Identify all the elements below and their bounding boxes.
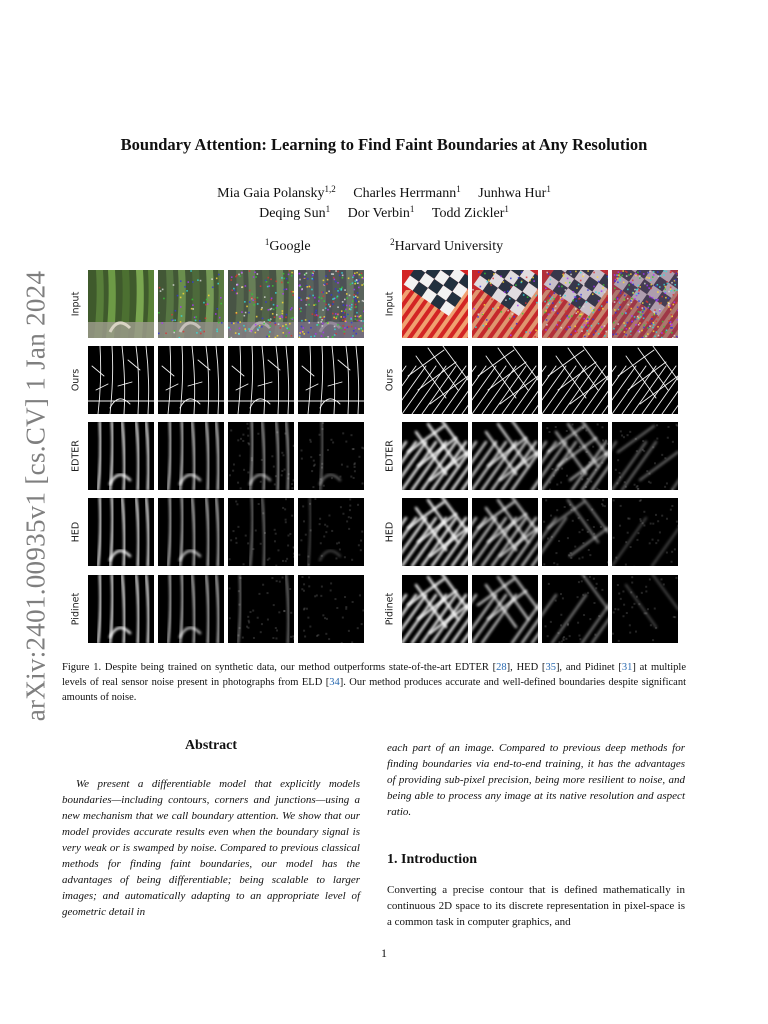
- figure-tile-hed-3: [542, 498, 608, 566]
- figure-tile-pidinet-1: [402, 575, 468, 643]
- abstract-text-continued: each part of an image. Compared to previous deep methods for finding boundaries via end-to-end training, it has the advantages of providing sub-pixel precision, being more resilient to noise, and being able to process any image at its native resolution and aspect ratio.: [387, 742, 685, 818]
- row-label-text: HED: [70, 521, 82, 543]
- row-label-ours: [66, 346, 86, 414]
- figure-panel-plant: [66, 270, 366, 645]
- affiliation-google: $^1$Google: [264, 237, 311, 254]
- author: Todd Zickler$^1$: [431, 204, 509, 221]
- author-row-1: [0, 184, 768, 204]
- row-label-pidinet: [380, 575, 400, 643]
- author-row-2: [0, 204, 768, 224]
- figure-tile-input-4: [298, 270, 364, 338]
- author: Charles Herrmann$^1$: [353, 184, 461, 201]
- row-label-input: [380, 270, 400, 338]
- figure-tile-hed-3: [228, 498, 294, 566]
- row-label-hed: [66, 498, 86, 566]
- left-column: [62, 738, 360, 920]
- row-label-text: Input: [384, 291, 396, 317]
- figure-tile-pidinet-2: [158, 575, 224, 643]
- figure-tile-pidinet-3: [228, 575, 294, 643]
- figure-tile-pidinet-4: [612, 575, 678, 643]
- figure-tile-ours-2: [158, 346, 224, 414]
- citation-eld[interactable]: 34: [329, 677, 340, 688]
- figure-tile-hed-1: [402, 498, 468, 566]
- figure-tile-hed-4: [298, 498, 364, 566]
- figure-tile-ours-4: [612, 346, 678, 414]
- row-label-edter: [380, 422, 400, 490]
- figure-tile-ours-2: [472, 346, 538, 414]
- figure-tile-pidinet-4: [298, 575, 364, 643]
- abstract-text: We present a differentiable model that explicitly models boundaries—including contours, corners and junctions—using a new mechanism that we call boundary attention. We show that our model provides accurate results even when the boundary signal is very weak or is swamped by noise. Compared to previous classical methods for finding faint boundaries, our model has the advantages of being differentiable; being scalable to larger images; and automatically adapting to an appropriate level of geometric detail in: [62, 778, 360, 918]
- citation-hed[interactable]: 35: [545, 662, 556, 673]
- author: Mia Gaia Polansky$^{1,2}$: [217, 184, 336, 201]
- row-label-text: Pidinet: [384, 592, 396, 626]
- figure-tile-hed-4: [612, 498, 678, 566]
- row-label-text: Ours: [384, 368, 396, 392]
- figure-tile-ours-1: [402, 346, 468, 414]
- figure-tile-ours-3: [542, 346, 608, 414]
- affiliations: [0, 239, 768, 255]
- figure-tile-edter-1: [402, 422, 468, 490]
- row-label-text: EDTER: [384, 440, 396, 472]
- row-label-pidinet: [66, 575, 86, 643]
- figure-tile-pidinet-1: [88, 575, 154, 643]
- right-column: [387, 740, 685, 930]
- citation-pidinet[interactable]: 31: [621, 662, 633, 673]
- row-label-edter: [66, 422, 86, 490]
- figure-tile-hed-2: [472, 498, 538, 566]
- figure-tile-edter-1: [88, 422, 154, 490]
- row-label-input: [66, 270, 86, 338]
- row-label-text: HED: [384, 521, 396, 543]
- row-label-text: Input: [70, 291, 82, 317]
- introduction-text: Converting a precise contour that is defined mathematically in continuous 2D space to its discrete representation in pixel-space is a common task in computer graphics, and: [387, 884, 685, 928]
- figure-caption: Figure 1. Despite being trained on synthetic data, our method outperforms state-of-the-art EDTER [28], HED [35], and Pidinet [31] at multiple levels of real sensor noise present in photographs from ELD [34]. Our method produces accurate and well-defined boundaries despite significant amounts of noise.: [62, 662, 686, 703]
- author: Deqing Sun$^1$: [259, 204, 331, 221]
- abstract-heading: Abstract: [184, 738, 238, 753]
- affiliation-harvard: $^2$Harvard University: [390, 237, 504, 254]
- figure-tile-edter-3: [542, 422, 608, 490]
- page-number: 1: [381, 946, 387, 960]
- figure-tile-input-2: [472, 270, 538, 338]
- figure-tile-input-3: [228, 270, 294, 338]
- figure-tile-hed-1: [88, 498, 154, 566]
- figure-tile-hed-2: [158, 498, 224, 566]
- citation-edter[interactable]: 28: [496, 662, 507, 673]
- author: Junhwa Hur$^1$: [478, 184, 551, 201]
- figure-tile-edter-2: [472, 422, 538, 490]
- figure-tile-edter-3: [228, 422, 294, 490]
- figure-tile-input-1: [402, 270, 468, 338]
- figure-tile-pidinet-2: [472, 575, 538, 643]
- figure-tile-ours-4: [298, 346, 364, 414]
- introduction-heading: 1. Introduction: [387, 852, 477, 867]
- figure-tile-ours-3: [228, 346, 294, 414]
- figure-tile-edter-4: [612, 422, 678, 490]
- row-label-hed: [380, 498, 400, 566]
- author-list: [0, 184, 768, 224]
- figure-tile-input-1: [88, 270, 154, 338]
- figure-tile-input-2: [158, 270, 224, 338]
- figure-tile-edter-4: [298, 422, 364, 490]
- paper-title: Boundary Attention: Learning to Find Faint Boundaries at Any Resolution: [120, 135, 648, 154]
- arxiv-stamp-text: arXiv:2401.00935v1 [cs.CV] 1 Jan 2024: [20, 270, 51, 722]
- figure-tile-ours-1: [88, 346, 154, 414]
- row-label-text: Ours: [70, 368, 82, 392]
- row-label-text: Pidinet: [70, 592, 82, 626]
- figure-panel-checker: [380, 270, 680, 645]
- figure-tile-input-4: [612, 270, 678, 338]
- figure-tile-pidinet-3: [542, 575, 608, 643]
- figure-tile-input-3: [542, 270, 608, 338]
- figure-tile-edter-2: [158, 422, 224, 490]
- row-label-text: EDTER: [70, 440, 82, 472]
- row-label-ours: [380, 346, 400, 414]
- author: Dor Verbin$^1$: [347, 204, 415, 221]
